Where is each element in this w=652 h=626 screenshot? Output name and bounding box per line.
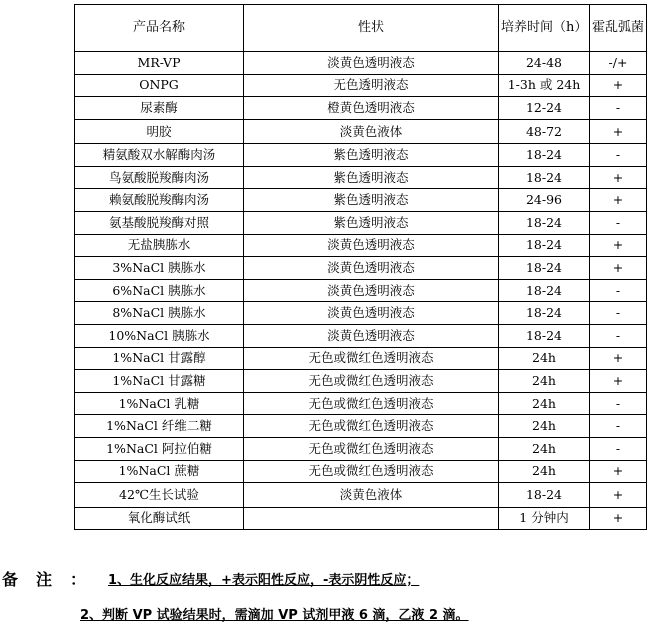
table-row — [75, 119, 647, 144]
cell-result: -/+ — [590, 52, 647, 75]
header-appearance: 性状 — [244, 5, 499, 52]
table-row — [75, 507, 647, 530]
cell-result: + — [590, 189, 647, 212]
cell-product-name: 10%NaCl 胰胨水 — [75, 325, 244, 348]
cell-product-name: 42℃生长试验 — [75, 483, 244, 508]
cell-result: - — [590, 325, 647, 348]
cell-result: + — [590, 483, 647, 508]
cell-product-name: 氧化酶试纸 — [75, 507, 244, 530]
cell-product-name: 无盐胰胨水 — [75, 234, 244, 257]
note-text-1: 1、生化反应结果，+表示阳性反应，-表示阴性反应； — [108, 572, 420, 588]
cell-result: + — [590, 74, 647, 97]
cell-appearance — [244, 507, 499, 530]
cell-product-name: 1%NaCl 阿拉伯糖 — [75, 438, 244, 461]
cell-appearance: 紫色透明液态 — [244, 212, 499, 235]
table-row — [75, 438, 647, 461]
table-row — [75, 392, 647, 415]
cell-result: - — [590, 144, 647, 167]
table-body — [75, 52, 647, 530]
note-label: 备注： — [2, 569, 105, 589]
note-line-2 — [80, 602, 469, 624]
cell-appearance: 淡黄色透明液态 — [244, 325, 499, 348]
cell-appearance: 无色或微红色透明液态 — [244, 415, 499, 438]
cell-incubation-time: 18-24 — [499, 257, 590, 280]
cell-result: + — [590, 507, 647, 530]
cell-incubation-time: 24h — [499, 438, 590, 461]
cell-incubation-time: 24-48 — [499, 52, 590, 75]
cell-appearance: 淡黄色透明液态 — [244, 257, 499, 280]
cell-appearance: 紫色透明液态 — [244, 166, 499, 189]
cell-result: - — [590, 392, 647, 415]
cell-product-name: 1%NaCl 乳糖 — [75, 392, 244, 415]
cell-appearance: 淡黄色透明液态 — [244, 302, 499, 325]
table-row — [75, 347, 647, 370]
cell-result: + — [590, 257, 647, 280]
cell-result: + — [590, 347, 647, 370]
table-row — [75, 279, 647, 302]
cell-incubation-time: 18-24 — [499, 234, 590, 257]
cell-product-name: 1%NaCl 甘露糖 — [75, 370, 244, 393]
note-text-2: 2、判断 VP 试验结果时，需滴加 VP 试剂甲液 6 滴，乙液 2 滴。 — [80, 607, 469, 623]
table-row — [75, 189, 647, 212]
cell-appearance: 淡黄色透明液态 — [244, 279, 499, 302]
cell-incubation-time: 24h — [499, 347, 590, 370]
cell-incubation-time: 18-24 — [499, 144, 590, 167]
cell-incubation-time: 12-24 — [499, 97, 590, 120]
cell-result: + — [590, 460, 647, 483]
cell-result: + — [590, 119, 647, 144]
cell-incubation-time: 24h — [499, 415, 590, 438]
cell-incubation-time: 18-24 — [499, 325, 590, 348]
cell-result: - — [590, 438, 647, 461]
cell-appearance: 淡黄色液体 — [244, 119, 499, 144]
cell-product-name: 8%NaCl 胰胨水 — [75, 302, 244, 325]
table-row — [75, 257, 647, 280]
cell-result: + — [590, 370, 647, 393]
table-row — [75, 74, 647, 97]
table-row — [75, 370, 647, 393]
table-row — [75, 97, 647, 120]
cell-appearance: 无色或微红色透明液态 — [244, 438, 499, 461]
cell-incubation-time: 24h — [499, 392, 590, 415]
cell-incubation-time: 1-3h 或 24h — [499, 74, 590, 97]
cell-appearance: 无色或微红色透明液态 — [244, 392, 499, 415]
header-incubation-time: 培养时间（h） — [499, 5, 590, 52]
cell-result: - — [590, 415, 647, 438]
table-row — [75, 460, 647, 483]
table-row — [75, 415, 647, 438]
cell-incubation-time: 24h — [499, 370, 590, 393]
table-row — [75, 212, 647, 235]
cell-appearance: 淡黄色透明液态 — [244, 234, 499, 257]
cell-result: + — [590, 234, 647, 257]
cell-product-name: 鸟氨酸脱羧酶肉汤 — [75, 166, 244, 189]
cell-incubation-time: 18-24 — [499, 279, 590, 302]
cell-product-name: 尿素酶 — [75, 97, 244, 120]
cell-appearance: 紫色透明液态 — [244, 144, 499, 167]
cell-result: + — [590, 166, 647, 189]
cell-appearance: 无色或微红色透明液态 — [244, 370, 499, 393]
cell-incubation-time: 18-24 — [499, 212, 590, 235]
biochemical-table — [74, 4, 647, 530]
cell-product-name: 精氨酸双水解酶肉汤 — [75, 144, 244, 167]
cell-incubation-time: 1 分钟内 — [499, 507, 590, 530]
cell-appearance: 紫色透明液态 — [244, 189, 499, 212]
cell-product-name: 赖氨酸脱羧酶肉汤 — [75, 189, 244, 212]
cell-product-name: MR-VP — [75, 52, 244, 75]
cell-result: - — [590, 279, 647, 302]
results-sheet — [74, 4, 646, 530]
table-row — [75, 144, 647, 167]
cell-appearance: 无色或微红色透明液态 — [244, 460, 499, 483]
header-product-name: 产品名称 — [75, 5, 244, 52]
cell-product-name: 3%NaCl 胰胨水 — [75, 257, 244, 280]
cell-incubation-time: 18-24 — [499, 302, 590, 325]
cell-product-name: 氨基酸脱羧酶对照 — [75, 212, 244, 235]
cell-incubation-time: 24-96 — [499, 189, 590, 212]
table-row — [75, 166, 647, 189]
cell-incubation-time: 48-72 — [499, 119, 590, 144]
cell-appearance: 无色或微红色透明液态 — [244, 347, 499, 370]
cell-appearance: 淡黄色液体 — [244, 483, 499, 508]
table-row — [75, 483, 647, 508]
cell-appearance: 橙黄色透明液态 — [244, 97, 499, 120]
table-row — [75, 52, 647, 75]
cell-product-name: 6%NaCl 胰胨水 — [75, 279, 244, 302]
cell-incubation-time: 24h — [499, 460, 590, 483]
cell-appearance: 无色透明液态 — [244, 74, 499, 97]
cell-product-name: 明胶 — [75, 119, 244, 144]
cell-incubation-time: 18-24 — [499, 483, 590, 508]
cell-result: - — [590, 97, 647, 120]
cell-product-name: 1%NaCl 蔗糖 — [75, 460, 244, 483]
table-row — [75, 302, 647, 325]
header-vibrio-cholerae: 霍乱弧菌 — [590, 5, 647, 52]
table-row — [75, 325, 647, 348]
note-line-1 — [2, 566, 419, 590]
cell-result: - — [590, 212, 647, 235]
cell-incubation-time: 18-24 — [499, 166, 590, 189]
cell-product-name: 1%NaCl 纤维二糖 — [75, 415, 244, 438]
cell-result: - — [590, 302, 647, 325]
table-header — [75, 5, 647, 52]
cell-appearance: 淡黄色透明液态 — [244, 52, 499, 75]
table-row — [75, 234, 647, 257]
cell-product-name: 1%NaCl 甘露醇 — [75, 347, 244, 370]
cell-product-name: ONPG — [75, 74, 244, 97]
